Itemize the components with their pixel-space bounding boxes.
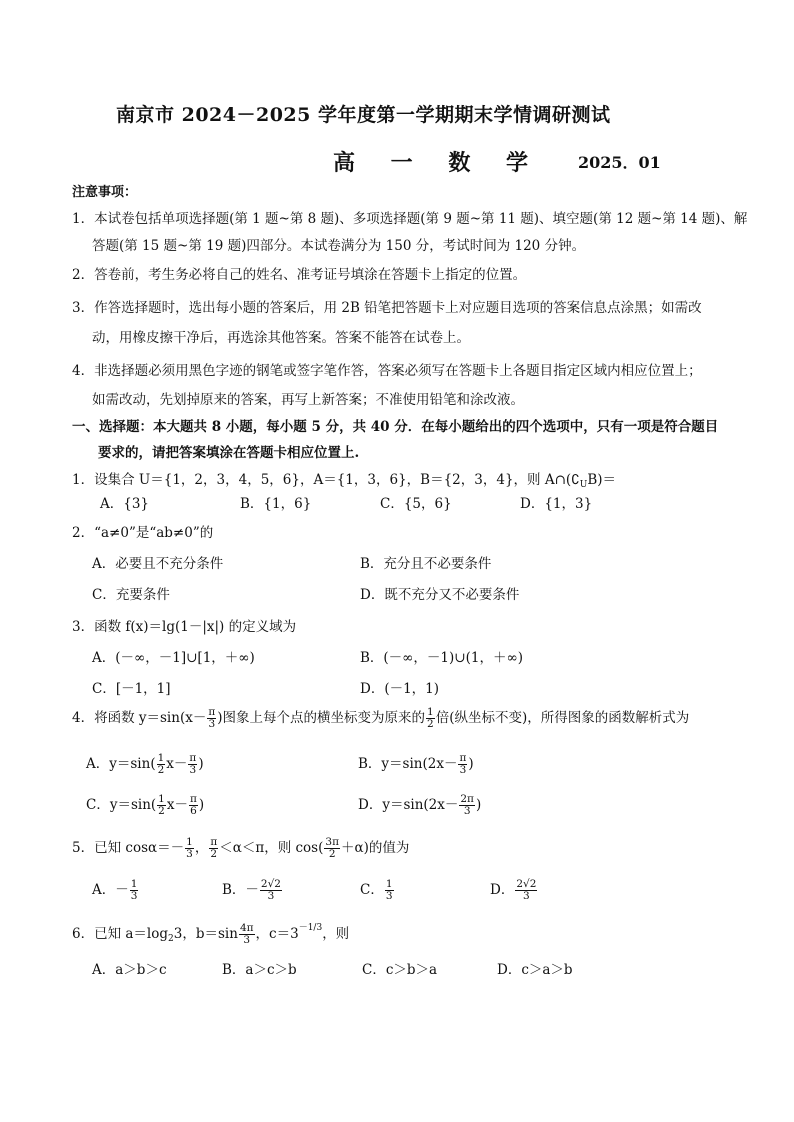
numerator: 2√2 (516, 878, 537, 890)
q4-option-c[interactable] (86, 793, 204, 817)
q6-option-a[interactable]: A．a＞b＞c (92, 962, 167, 978)
q5-stem-c: ＜α＜π，则 cos( (219, 840, 324, 856)
option-text: A．－ (92, 882, 129, 898)
q5-option-c[interactable] (360, 878, 395, 902)
numerator: 1 (130, 878, 138, 890)
log-base: 2 (168, 934, 174, 944)
fraction (515, 879, 537, 902)
notice-line: 答题(第 15 题~第 19 题)四部分。本试卷满分为 150 分，考试时间为 120 分钟。 (92, 238, 586, 254)
denominator: 2 (158, 805, 165, 817)
denominator: 2 (210, 848, 218, 860)
q4-stem (72, 706, 689, 730)
notice-line: 2．答卷前，考生务必将自己的姓名、准考证号填涂在答题卡上指定的位置。 (72, 267, 527, 283)
q5-option-b[interactable] (222, 878, 283, 902)
q1-stem (72, 468, 616, 490)
numerator: 3π (325, 836, 339, 848)
option-text: C．y＝sin( (86, 797, 157, 813)
fraction (458, 753, 467, 776)
q1-stem-text: 1．设集合 U＝{1，2，3，4，5，6}，A＝{1，3，6}，B＝{2，3，4}，则 A∩(∁ (72, 472, 580, 488)
q6-stem-d: ，则 (322, 926, 350, 942)
denominator: 3 (523, 890, 530, 902)
fraction (459, 794, 475, 817)
notice-line: 4．非选择题必须用黑色字迹的钢笔或签字笔作答，答案必须写在答题卡上各题目指定区域内相应位置上； (72, 363, 702, 379)
denominator: 2 (157, 764, 165, 776)
q2-option-a[interactable]: A．必要且不充分条件 (92, 556, 224, 572)
numerator: 1 (157, 752, 165, 764)
fraction (157, 794, 166, 817)
fraction (157, 753, 166, 776)
notice-line: 3．作答选择题时，选出每小题的答案后，用 2B 铅笔把答题卡上对应题目选项的答案信息点涂黑；如需改 (72, 300, 702, 316)
q1-stem-sub: U (579, 480, 588, 490)
q6-stem-b: 3，b＝sin (173, 926, 238, 942)
q4-stem-c: 倍(纵坐标不变)，所得图象的函数解析式为 (435, 710, 690, 726)
q5-stem (72, 836, 409, 860)
q6-stem (72, 920, 349, 946)
numerator: 2√2 (260, 878, 281, 890)
q6-stem-c: ，c＝3 (255, 926, 299, 942)
q5-stem-b: ， (194, 840, 209, 856)
subject-title: 高 一 数 学 (333, 150, 542, 176)
fraction (260, 879, 282, 902)
numerator: π (208, 706, 216, 718)
numerator: π (210, 836, 218, 848)
option-text: B．－ (222, 882, 259, 898)
option-text: ) (198, 756, 204, 772)
denominator: 6 (190, 805, 197, 817)
option-text: D． (490, 882, 515, 898)
option-text: C． (360, 882, 384, 898)
q2-option-b[interactable]: B．充分且不必要条件 (360, 556, 492, 572)
option-text: ) (198, 797, 205, 813)
fraction (185, 837, 194, 860)
numerator: 4π (239, 922, 254, 934)
q4-option-b[interactable] (358, 752, 474, 776)
q1-option-b[interactable]: B．{1，6} (240, 496, 312, 512)
q5-stem-a: 5．已知 cosα＝－ (72, 840, 185, 856)
numerator: 2π (460, 793, 474, 805)
notice-line: 动，用橡皮擦干净后，再选涂其他答案。答案不能答在试卷上。 (92, 330, 470, 346)
numerator: 1 (385, 878, 393, 890)
notice-line: 1．本试卷包括单项选择题(第 1 题~第 8 题)、多项选择题(第 9 题~第 11 题)、填空题(第 12 题~第 14 题)、解 (72, 211, 748, 227)
section-heading: 一、选择题：本大题共 8 小题，每小题 5 分，共 40 分．在每小题给出的四个选项中，只有一项是符合题目 (72, 419, 719, 435)
fraction (188, 753, 197, 776)
q1-option-a[interactable]: A．{3} (100, 496, 150, 512)
option-text: A．y＝sin( (86, 756, 156, 772)
denominator: 3 (189, 764, 197, 776)
q6-option-b[interactable]: B．a＞c＞b (222, 962, 297, 978)
q3-stem: 3．函数 f(x)＝lg(1－|x|) 的定义域为 (72, 619, 297, 635)
numerator: π (189, 793, 197, 805)
q2-stem: 2．“a≠0”是“ab≠0”的 (72, 525, 214, 541)
denominator: 3 (186, 848, 193, 860)
fraction (324, 837, 340, 860)
numerator: π (189, 752, 197, 764)
q3-option-a[interactable]: A．(－∞，－1]∪[1，＋∞) (92, 650, 255, 666)
q5-stem-d: ＋α)的值为 (340, 840, 410, 856)
exponent: －1/3 (298, 923, 323, 933)
q6-stem-a: 6．已知 a＝log (72, 926, 169, 942)
denominator: 3 (463, 805, 471, 817)
option-text: x－ (166, 797, 188, 813)
fraction (385, 879, 394, 902)
notice-line: 如需改动，先划掉原来的答案，再写上新答案；不准使用铅笔和涂改液。 (92, 392, 524, 408)
numerator: 1 (158, 793, 165, 805)
q1-stem-end: B)＝ (587, 472, 617, 488)
q2-option-d[interactable]: D．既不充分又不必要条件 (360, 587, 520, 603)
exam-title: 南京市 2024－2025 学年度第一学期期末学情调研测试 (116, 104, 611, 126)
denominator: 2 (328, 848, 336, 860)
option-text: B．y＝sin(2x－ (358, 756, 458, 772)
q1-option-d[interactable]: D．{1，3} (520, 496, 593, 512)
q6-option-c[interactable]: C．c＞b＞a (362, 962, 438, 978)
denominator: 3 (385, 890, 393, 902)
option-text: ) (475, 797, 482, 813)
numerator: 1 (186, 836, 193, 848)
section-heading-cont: 要求的，请把答案填涂在答题卡相应位置上. (98, 445, 360, 461)
q4-option-d[interactable] (358, 793, 481, 817)
notice-heading: 注意事项： (72, 185, 138, 200)
fraction (209, 837, 218, 860)
fraction (130, 879, 139, 902)
option-text: x－ (166, 756, 188, 772)
denominator: 3 (130, 890, 138, 902)
fraction (189, 794, 198, 817)
q3-option-c[interactable]: C．[－1，1] (92, 681, 171, 697)
denominator: 2 (427, 718, 434, 730)
fraction (426, 707, 435, 730)
fraction (207, 707, 216, 730)
option-text: ) (468, 756, 474, 772)
q1-option-c[interactable]: C．{5，6} (380, 496, 452, 512)
q5-option-d[interactable] (490, 878, 538, 902)
exam-date: 2025．01 (578, 153, 661, 172)
option-text: D．y＝sin(2x－ (358, 797, 459, 813)
numerator: 1 (427, 706, 434, 718)
fraction (239, 923, 255, 946)
q2-option-c[interactable]: C．充要条件 (92, 587, 170, 603)
denominator: 3 (243, 934, 251, 946)
q5-option-a[interactable] (92, 878, 139, 902)
q4-stem-b: )图象上每个点的横坐标变为原来的 (217, 710, 426, 726)
numerator: π (459, 752, 467, 764)
denominator: 3 (208, 718, 216, 730)
denominator: 3 (267, 890, 275, 902)
denominator: 3 (459, 764, 467, 776)
q3-option-b[interactable]: B．(－∞，－1)∪(1，＋∞) (360, 650, 523, 666)
q3-option-d[interactable]: D．(－1，1) (360, 681, 440, 697)
q6-option-d[interactable]: D．c＞a＞b (497, 962, 573, 978)
q4-option-a[interactable] (86, 752, 204, 776)
q4-stem-a: 4．将函数 y＝sin(x－ (72, 710, 207, 726)
